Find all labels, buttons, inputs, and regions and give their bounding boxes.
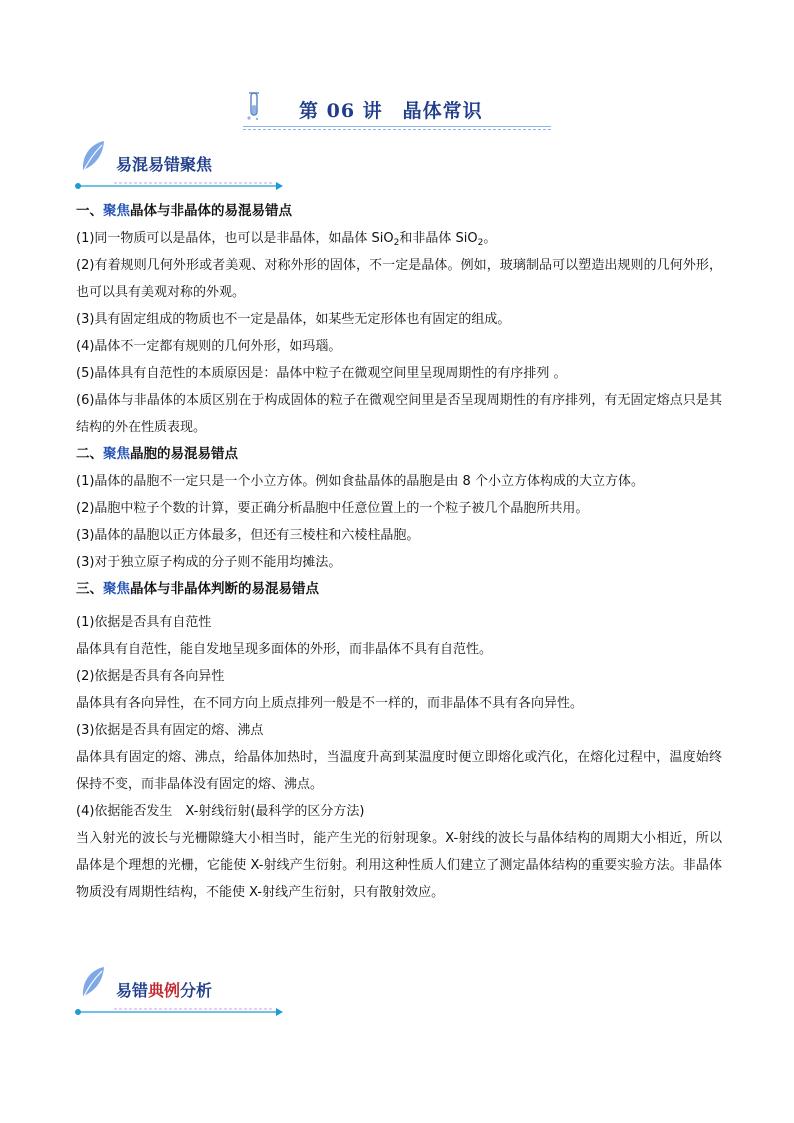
feather-leaf-icon: [78, 140, 108, 176]
section-banner-examples: [74, 966, 284, 1016]
main-content: [76, 198, 722, 906]
page-title: 第 06 讲 晶体常识: [299, 100, 483, 122]
paragraph: (2)有着规则几何外形或者美观、对称外形的固体，不一定是晶体。例如，玻璃制品可以塑造出规则的几何外形，也可以具有美观对称的外观。: [76, 258, 722, 300]
paragraph: (1)晶体的晶胞不一定只是一个小立方体。例如食盐晶体的晶胞是由 8 个小立方体构成的大立方体。: [76, 474, 644, 489]
paragraph: (1)依据是否具有自范性: [76, 615, 212, 630]
paragraph: (2)晶胞中粒子个数的计算，要正确分析晶胞中任意位置上的一个粒子被几个晶胞所共用。: [76, 501, 589, 516]
paragraph: (3)具有固定组成的物质也不一定是晶体，如某些无定形体也有固定的组成。: [76, 312, 511, 327]
paragraph: 晶体具有各向异性，在不同方向上质点排列一般是不一样的，而非晶体不具有各向异性。: [76, 696, 584, 711]
paragraph: 晶体具有固定的熔、沸点，给晶体加热时，当温度升高到某温度时便立即熔化或汽化，在熔化过程中，温度始终保持不变，而非晶体没有固定的熔、沸点。: [76, 750, 722, 792]
paragraph: (3)晶体的晶胞以正方体最多，但还有三棱柱和六棱柱晶胞。: [76, 528, 420, 543]
feather-leaf-icon: [78, 966, 108, 1002]
section-heading-3: 三、聚焦晶体与非晶体判断的易混易错点: [76, 581, 319, 597]
paragraph: (5)晶体具有自范性的本质原因是：晶体中粒子在微观空间里呈现周期性的有序排列 。: [76, 366, 567, 381]
banner-title: 易错典例分析: [116, 981, 213, 1000]
paragraph: (1)同一物质可以是晶体，也可以是非晶体，如晶体 SiO$_2$和非晶体 SiO$_2$。: [76, 231, 497, 248]
section-heading-1: 一、聚焦晶体与非晶体的易混易错点: [76, 203, 292, 219]
banner-title: 易混易错聚焦: [116, 155, 213, 174]
paragraph: (2)依据是否具有各向异性: [76, 669, 225, 684]
paragraph: 当入射光的波长与光栅隙缝大小相当时，能产生光的衍射现象。X-射线的波长与晶体结构的周期大小相近，所以晶体是个理想的光栅，它能使 X-射线产生衍射。利用这种性质人们建立了测定晶体结构的重要实验方法。非晶体物质没有周期性结构，不能使 X-射线产生衍射，只有散射效应。: [76, 831, 722, 900]
title-underline-dashed: [243, 129, 551, 130]
paragraph: 晶体具有自范性，能自发地呈现多面体的外形，而非晶体不具有自范性。: [76, 642, 493, 657]
paragraph: (3)依据是否具有固定的熔、沸点: [76, 723, 264, 738]
test-tube-icon: [245, 92, 263, 122]
banner-arrow-line: [74, 1007, 284, 1017]
paragraph: (3)对于独立原子构成的分子则不能用均摊法。: [76, 555, 342, 570]
section-heading-2: 二、聚焦晶胞的易混易错点: [76, 446, 238, 462]
paragraph: (6)晶体与非晶体的本质区别在于构成固体的粒子在微观空间里是否呈现周期性的有序排列，有无固定熔点只是其结构的外在性质表现。: [76, 393, 722, 435]
page-title-block: [243, 90, 551, 130]
paragraph: (4)晶体不一定都有规则的几何外形，如玛瑙。: [76, 339, 342, 354]
paragraph: (4)依据能否发生 X-射线衍射(最科学的区分方法): [76, 804, 365, 819]
title-underline: [243, 126, 551, 127]
section-banner-confusion: [74, 140, 284, 190]
banner-arrow-line: [74, 181, 284, 191]
